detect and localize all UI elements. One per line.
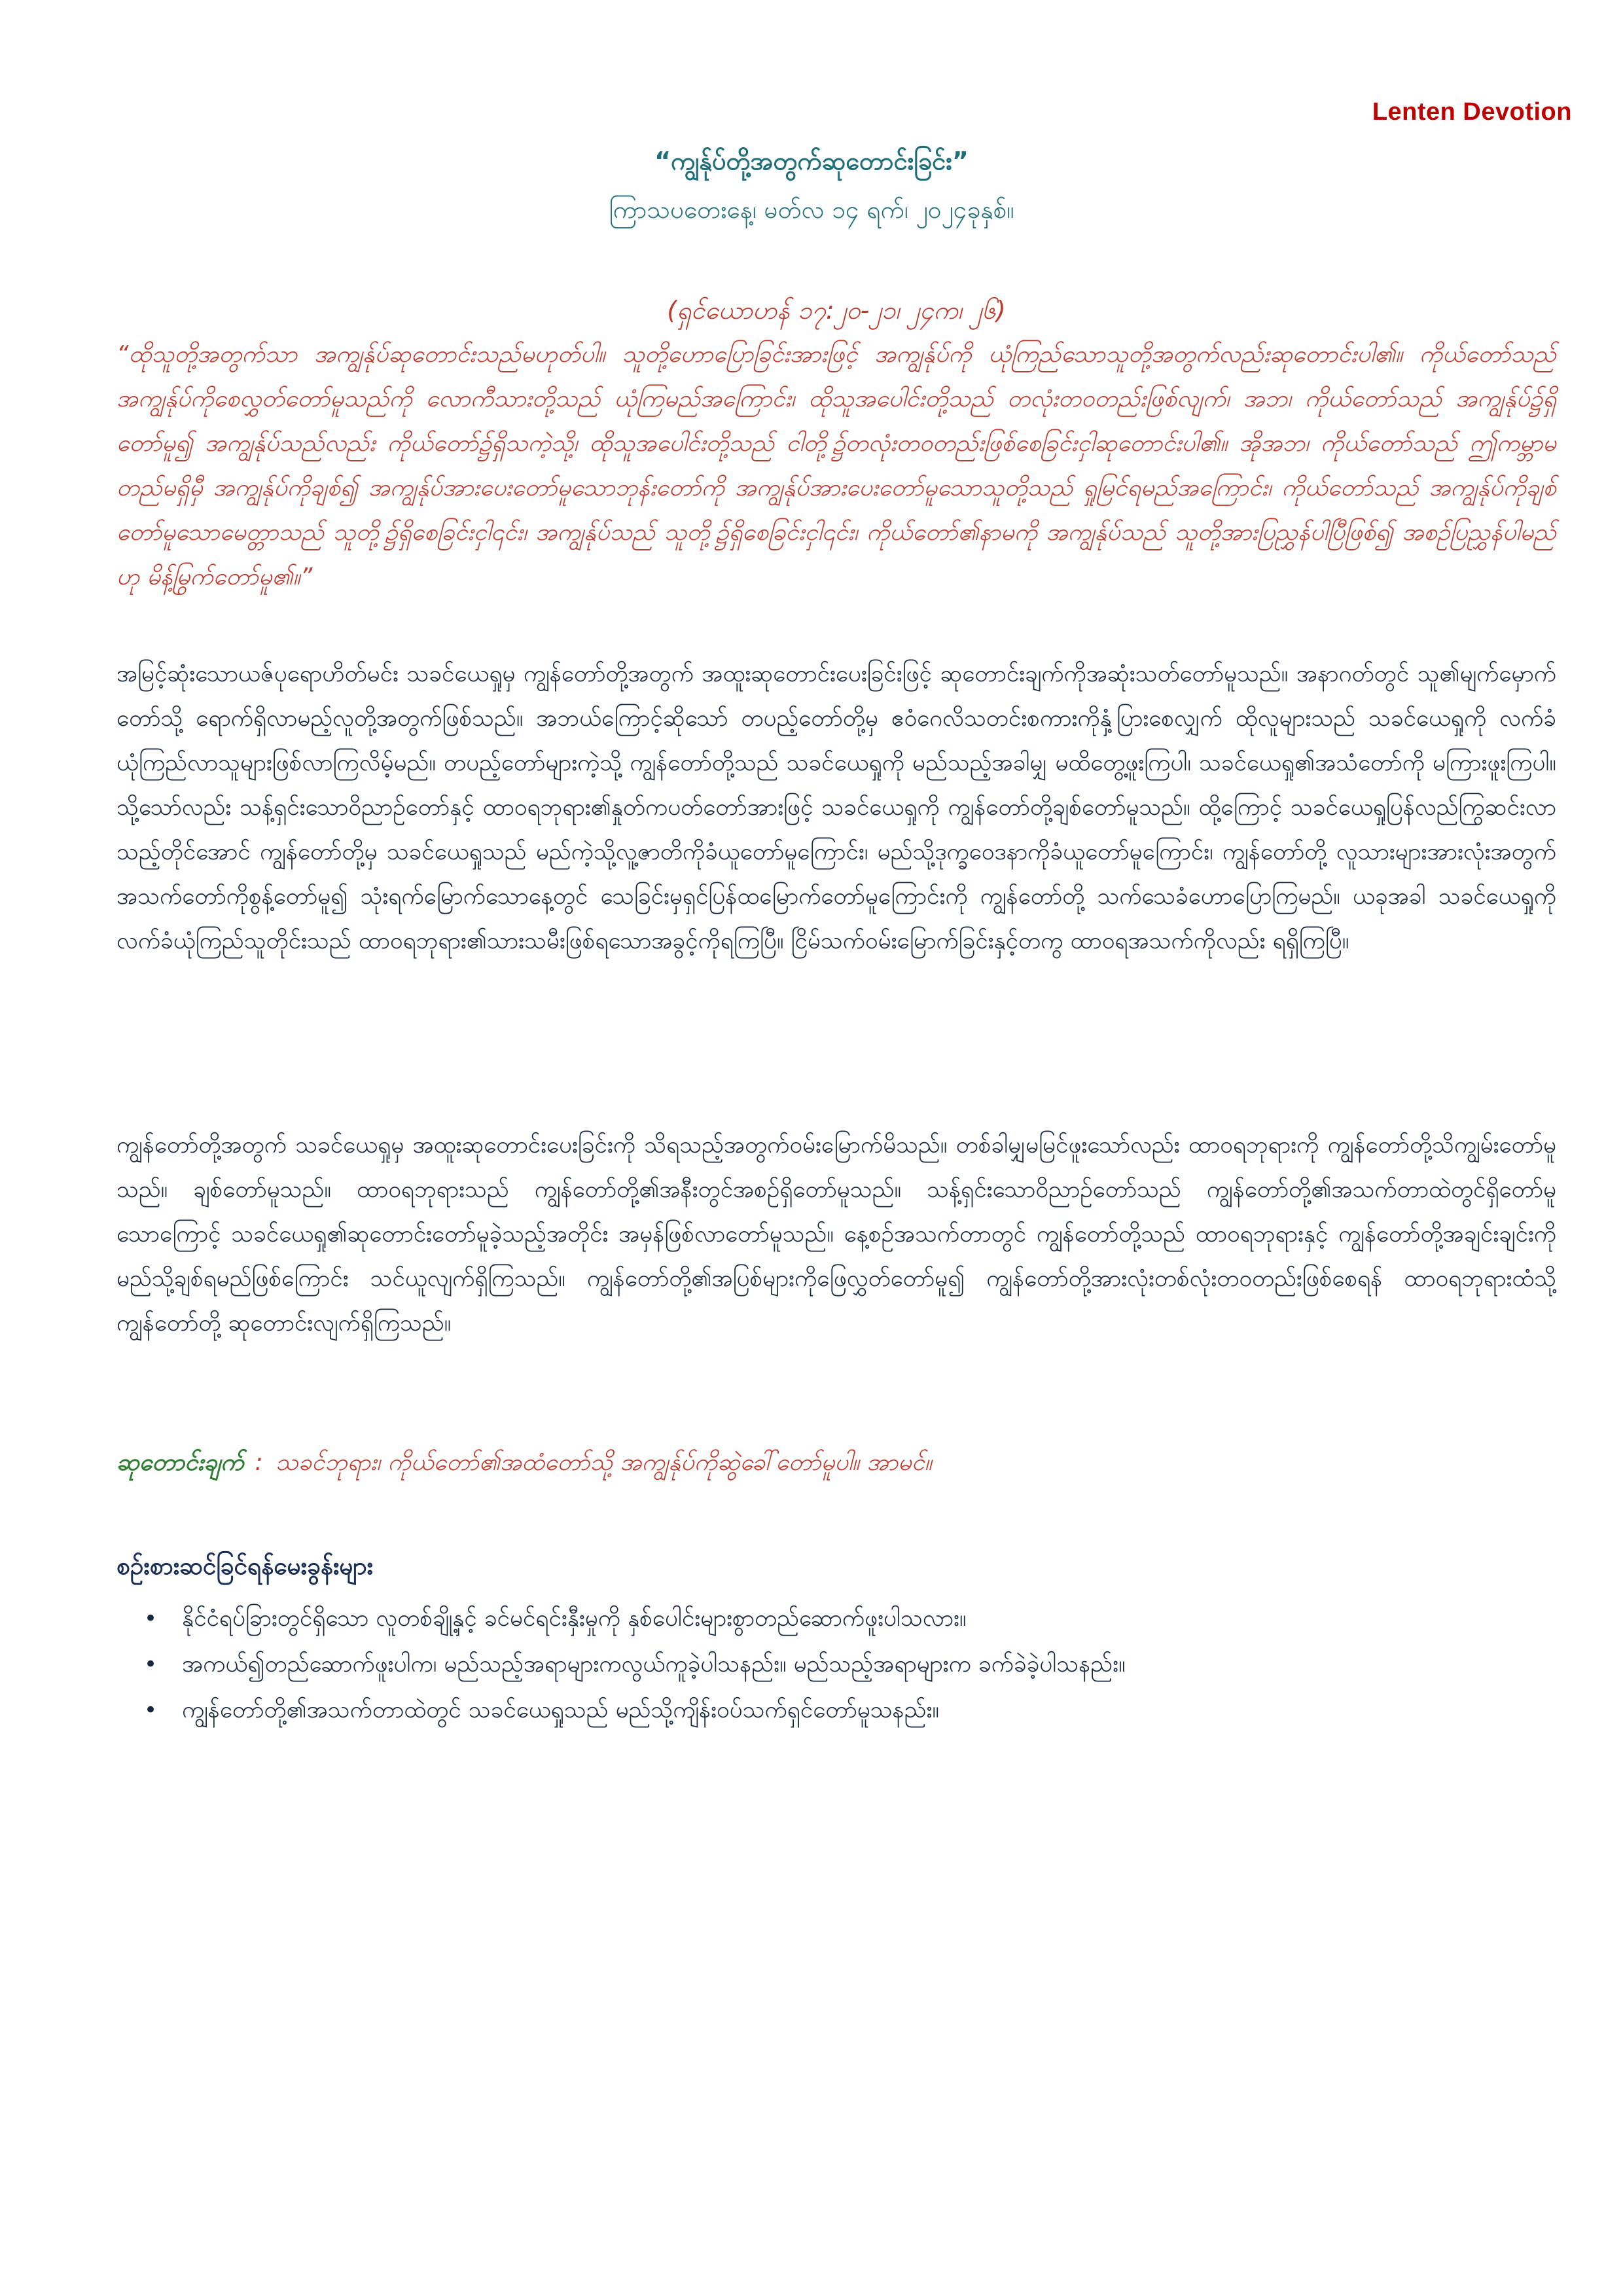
devotion-date: ကြာသပတေးနေ့၊ မတ်လ ၁၄ ရက်၊ ၂၀၂၄ခုနှစ်။	[609, 196, 1014, 224]
document-tag: Lenten Devotion	[1372, 98, 1572, 126]
bullet-icon: •	[144, 1605, 158, 1632]
reflection-questions	[116, 1551, 1556, 1733]
question-text: နိုင်ငံရပ်ခြားတွင်ရှိသော လူတစ်ချို့နှင့် ခင်မင်ရင်းနှီးမှုကို နှစ်ပေါင်းများစွာတည်ဆောက်ဖူးပါသလား။	[182, 1605, 967, 1632]
prayer-text: သခင်ဘုရား၊ ကိုယ်တော်၏အထံတော်သို့ အကျွန်ုပ်ကိုဆွဲခေါ်တော်မူပါ။ အာမင်။	[276, 1449, 932, 1476]
prayer-line	[116, 1446, 1556, 1482]
page-title: “ကျွန်ုပ်တို့အတွက်ဆုတောင်းခြင်း”	[654, 147, 969, 175]
questions-heading: စဉ်းစားဆင်ခြင်ရန်မေးခွန်းများ	[116, 1552, 373, 1580]
list-item	[116, 1596, 1556, 1641]
bullet-icon: •	[144, 1697, 158, 1723]
bullet-icon: •	[144, 1651, 158, 1677]
list-item	[116, 1687, 1556, 1733]
scripture-reference: (ရှင်ယောဟန် ၁၇:၂၀-၂၁၊ ၂၄က၊ ၂၆)	[667, 296, 1006, 325]
questions-list	[116, 1596, 1556, 1733]
reflection-paragraph-2: ကျွန်တော်တို့အတွက် သခင်ယေရှုမှ အထူးဆုတောင်းပေးခြင်းကို သိရသည့်အတွက်ဝမ်းမြောက်မိသည်။ တစ်ခါမျှမမြင်ဖူးသော်လည်း ထာဝရဘုရားကို ကျွန်တော်တို့သိကျွမ်းတော်မူသည်။ ချစ်တော်မူသည်။ ထာဝရဘုရားသည် ကျွန်တော်တို့၏အနီးတွင်အစဉ်ရှိတော်မူသည်။ သန့်ရှင်းသောဝိညာဉ်တော်သည် ကျွန်တော်တို့၏အသက်တာထဲတွင်ရှိတော်မူသောကြောင့် သခင်ယေရှု၏ဆုတောင်းတော်မူခဲ့သည့်အတိုင်း အမှန်ဖြစ်လာတော်မူသည်။ နေ့စဉ်အသက်တာတွင် ကျွန်တော်တို့သည် ထာဝရဘုရားနှင့် ကျွန်တော်တို့အချင်းချင်းကို မည်သို့ချစ်ရမည်ဖြစ်ကြောင်း သင်ယူလျက်ရှိကြသည်။ ကျွန်တော်တို့၏အပြစ်များကိုဖြေလွှတ်တော်မူ၍ ကျွန်တော်တို့အားလုံးတစ်လုံးတဝတည်းဖြစ်စေရန် ထာဝရဘုရားထံသို့ ကျွန်တော်တို့ ဆုတောင်းလျက်ရှိကြသည်။	[116, 1132, 1556, 1336]
reflection-paragraph-1: အမြင့်ဆုံးသောယဇ်ပုရောဟိတ်မင်း သခင်ယေရှုမှ ကျွန်တော်တို့အတွက် အထူးဆုတောင်းပေးခြင်းဖြင့် ဆုတောင်းချက်ကိုအဆုံးသတ်တော်မူသည်။ အနာဂတ်တွင် သူ၏မျက်မှောက်တော်သို့ ရောက်ရှိလာမည့်လူတို့အတွက်ဖြစ်သည်။ အဘယ်ကြောင့်ဆိုသော် တပည့်တော်တို့မှ ဧဝံဂေလိသတင်းစကားကိုနှံ့ပြားစေလျှက် ထိုလူများသည် သခင်ယေရှုကို လက်ခံယုံကြည်လာသူများဖြစ်လာကြလိမ့်မည်။ တပည့်တော်များကဲ့သို့ ကျွန်တော်တို့သည် သခင်ယေရှုကို မည်သည့်အခါမျှ မထိတွေ့ဖူးကြပါ၊ သခင်ယေရှု၏အသံတော်ကို မကြားဖူးကြပါ။ သို့သော်လည်း သန့်ရှင်းသောဝိညာဉ်တော်နှင့် ထာဝရဘုရား၏နှုတ်ကပတ်တော်အားဖြင့် သခင်ယေရှုကို ကျွန်တော်တို့ချစ်တော်မူသည်။ ထို့ကြောင့် သခင်ယေရှုပြန်လည်ကြွဆင်းလာသည့်တိုင်အောင် ကျွန်တော်တို့မှ သခင်ယေရှုသည် မည်ကဲ့သို့လူ့ဇာတိကိုခံယူတော်မူကြောင်း၊ မည်သို့ဒုက္ခဝေဒနာကိုခံယူတော်မူကြောင်း၊ ကျွန်တော်တို့ လူသားများအားလုံးအတွက် အသက်တော်ကိုစွန့်တော်မူ၍ သုံးရက်မြောက်သောနေ့တွင် သေခြင်းမှရှင်ပြန်ထမြောက်တော်မူကြောင်းကို ကျွန်တော်တို့ သက်သေခံဟောပြောကြမည်။ ယခုအခါ သခင်ယေရှုကိုလက်ခံယုံကြည်သူတိုင်းသည် ထာဝရဘုရား၏သားသမီးဖြစ်ရသောအခွင့်ကိုရကြပြီ။ ငြိမ်သက်ဝမ်းမြောက်ခြင်းနှင့်တကွ ထာဝရအသက်ကိုလည်း ရရှိကြပြီ။	[116, 661, 1556, 954]
question-text: အကယ်၍တည်ဆောက်ဖူးပါက၊ မည်သည့်အရာများကလွယ်ကူခဲ့ပါသနည်း။ မည်သည့်အရာများက ခက်ခဲခဲ့ပါသနည်း။	[182, 1651, 1126, 1677]
scripture-text: “ထိုသူတို့အတွက်သာ အကျွန်ုပ်ဆုတောင်းသည်မဟုတ်ပါ။ သူတို့ဟောပြောခြင်းအားဖြင့် အကျွန်ုပ်ကို ယုံကြည်သောသူတို့အတွက်လည်းဆုတောင်းပါ၏။ ကိုယ်တော်သည် အကျွန်ုပ်ကိုစေလွှတ်တော်မူသည်ကို လောကီသားတို့သည် ယုံကြမည်အကြောင်း၊ ထိုသူအပေါင်းတို့သည် တလုံးတဝတည်းဖြစ်လျက်၊ အဘ၊ ကိုယ်တော်သည် အကျွန်ုပ်၌ရှိတော်မူ၍ အကျွန်ုပ်သည်လည်း ကိုယ်တော်၌ရှိသကဲ့သို့၊ ထိုသူအပေါင်းတို့သည် ငါတို့၌တလုံးတဝတည်းဖြစ်စေခြင်းငှါဆုတောင်းပါ၏။ အိုအဘ၊ ကိုယ်တော်သည် ဤကမ္ဘာမတည်မရှိမှီ အကျွန်ုပ်ကိုချစ်၍ အကျွန်ုပ်အားပေးတော်မူသောဘုန်းတော်ကို အကျွန်ုပ်အားပေးတော်မူသောသူတို့သည် ရှုမြင်ရမည်အကြောင်း၊ ကိုယ်တော်သည် အကျွန်ုပ်ကိုချစ်တော်မူသောမေတ္တာသည် သူတို့၌ရှိစေခြင်းငှါ၎င်း၊ အကျွန်ုပ်သည် သူတို့၌ရှိစေခြင်းငှါ၎င်း၊ ကိုယ်တော်၏နာမကို အကျွန်ုပ်သည် သူတို့အားပြညွှန်ပါပြီဖြစ်၍ အစဉ်ပြညွှန်ပါမည်ဟု မိန့်မြွက်တော်မူ၏။”	[116, 341, 1556, 590]
list-item	[116, 1641, 1556, 1687]
prayer-label: ဆုတောင်းချက်	[116, 1449, 244, 1476]
prayer-colon: :	[255, 1449, 263, 1476]
question-text: ကျွန်တော်တို့၏အသက်တာထဲတွင် သခင်ယေရှုသည် မည်သို့ကျိန်းဝပ်သက်ရှင်တော်မူသနည်း။	[182, 1697, 939, 1723]
